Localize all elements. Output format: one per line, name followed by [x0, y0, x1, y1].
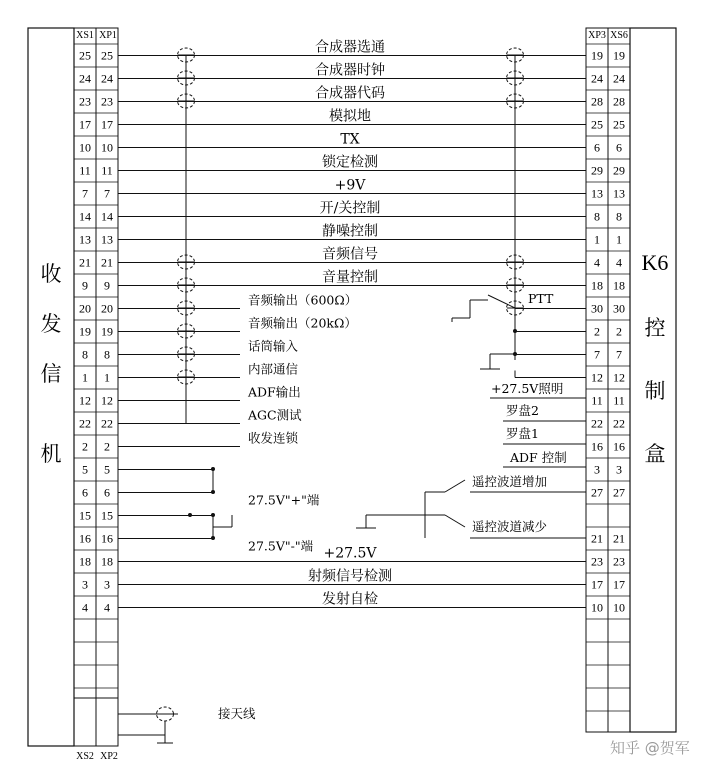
header-xs6: XS6: [610, 30, 628, 41]
wire-label: ADF输出: [248, 384, 301, 400]
left-pin-xs1: 1: [82, 370, 88, 385]
right-pin-xp3: 29: [591, 163, 603, 178]
right-pin-xp3: 4: [594, 255, 600, 270]
k6-char-1: 控: [644, 316, 666, 340]
right-pin-xs6: 6: [616, 140, 622, 155]
left-pin-xp1: 1: [104, 370, 110, 385]
right-pin-xs6: 24: [613, 71, 625, 86]
right-pin-xs6: 12: [613, 370, 625, 385]
watermark: 知乎 @贺军: [610, 739, 690, 757]
right-pin-xs6: 3: [616, 462, 622, 477]
wire-label: 音频输出（20kΩ）: [248, 315, 357, 331]
right-pin-xp3: 3: [594, 462, 600, 477]
wire-label: TX: [340, 131, 360, 148]
left-pin-xs1: 24: [79, 71, 91, 86]
antenna-connection: [118, 706, 256, 743]
left-pin-xs1: 8: [82, 347, 88, 362]
header-xs2: XS2: [76, 751, 94, 762]
left-pin-xp1: 19: [101, 324, 113, 339]
right-pin-xs6: 21: [613, 531, 625, 546]
left-pin-xs1: 13: [79, 232, 91, 247]
right-pin-xs6: 18: [613, 278, 625, 293]
left-pin-xp1: 14: [101, 209, 113, 224]
header-xp2: XP2: [100, 751, 118, 762]
left-pin-xp1: 25: [101, 48, 113, 63]
wire-label: 锁定检测: [322, 154, 378, 171]
right-pin-xs6: 28: [613, 94, 625, 109]
header-xs1: XS1: [76, 30, 94, 41]
right-pin-xs6: 25: [613, 117, 625, 132]
left-pin-xs1: 7: [82, 186, 88, 201]
left-pin-xs1: 15: [79, 508, 91, 523]
left-pin-xp1: 4: [104, 600, 110, 615]
wire-label: +27.5V: [323, 545, 377, 562]
left-pin-xp1: 16: [101, 531, 113, 546]
right-pin-xp3: 1: [594, 232, 600, 247]
left-pin-xp1: 18: [101, 554, 113, 569]
wire-label: 静噪控制: [322, 223, 378, 240]
wire-label: 音频输出（600Ω）: [248, 292, 358, 308]
right-pin-xs6: 16: [613, 439, 625, 454]
right-pin-xp3: 12: [591, 370, 603, 385]
right-pin-xp3: 8: [594, 209, 600, 224]
left-pin-xp1: 6: [104, 485, 110, 500]
left-pin-xs1: 21: [79, 255, 91, 270]
label-group: [247, 39, 392, 608]
right-pin-xp3: 7: [594, 347, 600, 362]
ptt-label: PTT: [528, 291, 554, 306]
left-pin-xp1: 11: [101, 163, 113, 178]
right-pin-xs6: 27: [613, 485, 625, 500]
k6-title: K6: [641, 250, 669, 275]
right-pin-xp3: 27: [591, 485, 603, 500]
left-pin-xs1: 3: [82, 577, 88, 592]
wire-label: 27.5V"-"端: [248, 538, 314, 554]
right-pin-xs6: 2: [616, 324, 622, 339]
left-pin-xp1: 8: [104, 347, 110, 362]
remote-up-label: 遥控波道增加: [472, 474, 548, 489]
header-xp1: XP1: [99, 30, 117, 41]
right-pin-xp3: 17: [591, 577, 603, 592]
right-pin-xp3: 18: [591, 278, 603, 293]
wire-label: 收发连锁: [248, 430, 299, 446]
right-pin-xs6: 8: [616, 209, 622, 224]
transceiver-char-1: 收: [40, 262, 62, 286]
header-xp3: XP3: [588, 30, 606, 41]
left-pin-xp1: 13: [101, 232, 113, 247]
left-pin-xs1: 18: [79, 554, 91, 569]
right-pin-xp3: 16: [591, 439, 603, 454]
right-pin-xs6: 11: [613, 393, 625, 408]
wire-label: 音量控制: [322, 269, 378, 286]
left-pin-xs1: 4: [82, 600, 88, 615]
left-connector: [74, 28, 118, 762]
right-pin-xs6: 1: [616, 232, 622, 247]
left-pin-xs1: 19: [79, 324, 91, 339]
left-pin-xs1: 11: [79, 163, 91, 178]
right-labels: [472, 291, 586, 534]
right-pin-xp3: 21: [591, 531, 603, 546]
left-pin-xs1: 6: [82, 485, 88, 500]
left-pin-xs1: 17: [79, 117, 91, 132]
left-pin-xp1: 7: [104, 186, 110, 201]
right-pin-xs6: 17: [613, 577, 625, 592]
wire-label: 发射自检: [322, 591, 378, 608]
antenna-label: 接天线: [218, 706, 256, 721]
lighting-label: +27.5V照明: [491, 381, 564, 396]
left-pin-xp1: 12: [101, 393, 113, 408]
left-pin-xs1: 5: [82, 462, 88, 477]
right-pin-xp3: 28: [591, 94, 603, 109]
left-pin-xs1: 14: [79, 209, 91, 224]
left-pin-xp1: 22: [101, 416, 113, 431]
wire-label: 合成器代码: [315, 85, 385, 102]
left-pin-xs1: 9: [82, 278, 88, 293]
left-pin-xs1: 16: [79, 531, 91, 546]
left-pin-xp1: 24: [101, 71, 113, 86]
left-pin-xs1: 20: [79, 301, 91, 316]
transceiver-char-2: 发: [40, 312, 62, 336]
left-pin-xs1: 23: [79, 94, 91, 109]
left-pin-xs1: 2: [82, 439, 88, 454]
left-pin-xp1: 3: [104, 577, 110, 592]
left-pin-xs1: 12: [79, 393, 91, 408]
right-pin-xs6: 10: [613, 600, 625, 615]
left-pin-xs1: 25: [79, 48, 91, 63]
k6-control-box: [586, 28, 676, 732]
transceiver-char-3: 信: [40, 362, 62, 386]
wire-label: 开/关控制: [319, 200, 381, 217]
wire-label: 射频信号检测: [308, 568, 392, 585]
k6-char-3: 盒: [644, 442, 666, 466]
left-pin-xp1: 9: [104, 278, 110, 293]
wire-label: 内部通信: [248, 361, 299, 377]
adf-control-label: ADF 控制: [510, 450, 567, 465]
left-pin-xp1: 2: [104, 439, 110, 454]
wire-label: +9V: [334, 177, 366, 194]
left-pin-xs1: 22: [79, 416, 91, 431]
left-pin-xp1: 5: [104, 462, 110, 477]
right-pin-xp3: 10: [591, 600, 603, 615]
right-pin-xp3: 22: [591, 416, 603, 431]
right-pin-xp3: 30: [591, 301, 603, 316]
right-pin-xs6: 19: [613, 48, 625, 63]
transceiver-box: [28, 28, 74, 746]
left-pin-xp1: 17: [101, 117, 113, 132]
left-pin-xp1: 10: [101, 140, 113, 155]
right-pin-xp3: 13: [591, 186, 603, 201]
right-pin-xp3: 19: [591, 48, 603, 63]
left-pin-xp1: 15: [101, 508, 113, 523]
right-pin-xp3: 23: [591, 554, 603, 569]
wire-label: 27.5V"+"端: [248, 492, 320, 508]
right-pin-xs6: 22: [613, 416, 625, 431]
right-pin-xs6: 13: [613, 186, 625, 201]
right-pin-xp3: 2: [594, 324, 600, 339]
right-pin-xs6: 23: [613, 554, 625, 569]
wire-label: 话筒输入: [248, 338, 299, 354]
wire-label: 合成器选通: [315, 39, 385, 56]
wire-label: 音频信号: [322, 246, 378, 263]
right-pin-xp3: 11: [591, 393, 603, 408]
left-pin-xp1: 20: [101, 301, 113, 316]
left-pin-xs1: 10: [79, 140, 91, 155]
remote-down-label: 遥控波道减少: [472, 519, 548, 534]
transceiver-char-4: 机: [40, 442, 62, 466]
right-pin-xp3: 24: [591, 71, 603, 86]
left-pin-xp1: 23: [101, 94, 113, 109]
wire-label: AGC测试: [248, 407, 302, 423]
right-pin-xp3: 25: [591, 117, 603, 132]
right-pin-xs6: 4: [616, 255, 622, 270]
compass2-label: 罗盘2: [506, 403, 539, 418]
right-pin-xs6: 29: [613, 163, 625, 178]
left-pin-xp1: 21: [101, 255, 113, 270]
right-pin-xs6: 30: [613, 301, 625, 316]
compass1-label: 罗盘1: [506, 426, 539, 441]
wire-label: 合成器时钟: [315, 62, 385, 79]
k6-char-2: 制: [644, 379, 666, 403]
wire-label: 模拟地: [329, 108, 371, 125]
right-pin-xs6: 7: [616, 347, 622, 362]
right-pin-xp3: 6: [594, 140, 600, 155]
